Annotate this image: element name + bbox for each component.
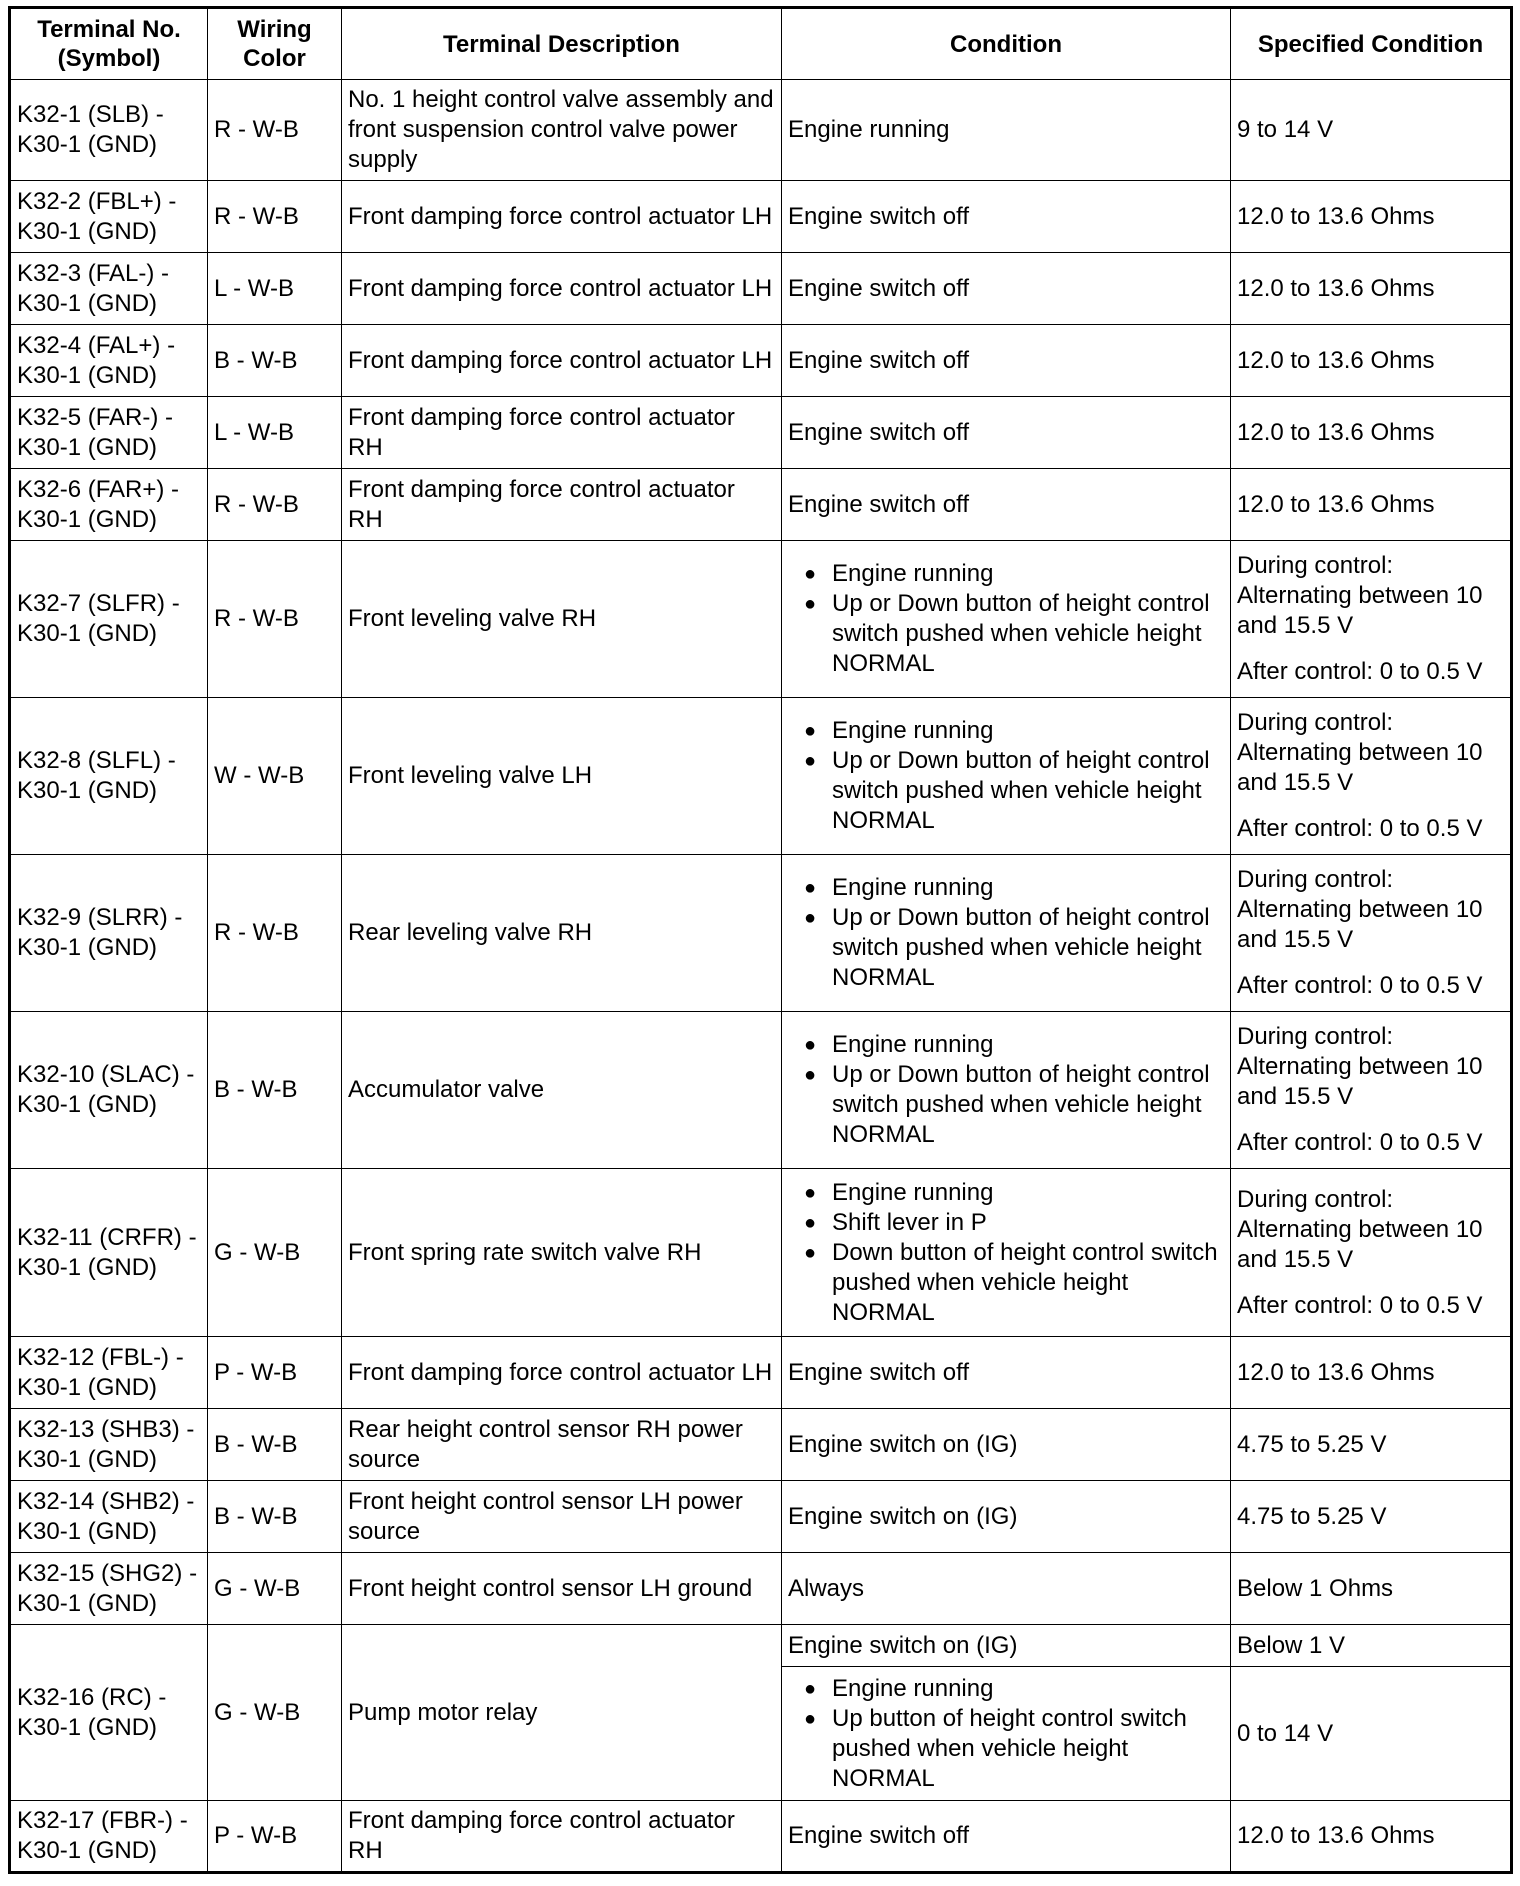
spec-spacer (1237, 798, 1504, 814)
terminal-cell: K32-14 (SHB2) - K30-1 (GND) (10, 1481, 208, 1553)
specified-condition-cell: 4.75 to 5.25 V (1231, 1409, 1512, 1481)
specified-condition-cell: 12.0 to 13.6 Ohms (1231, 253, 1512, 325)
condition-bullet-item: ● Engine running (788, 716, 1224, 746)
header-terminal: Terminal No. (Symbol) (10, 8, 208, 80)
wiring-color-cell: R - W-B (208, 80, 342, 181)
condition-cell (782, 855, 1231, 1012)
table-row (10, 253, 1512, 325)
spec-spacer (1237, 1112, 1504, 1128)
condition-cell: Engine switch on (IG) (782, 1409, 1231, 1481)
specified-during-control: During control: Alternating between 10 and 15.5 V (1237, 552, 1483, 639)
table-row (10, 397, 1512, 469)
condition-bullet-item: ● Engine running (788, 1674, 1224, 1704)
spec-spacer (1237, 1275, 1504, 1291)
condition-cell: Engine switch off (782, 181, 1231, 253)
table-row (10, 325, 1512, 397)
condition-cell: Engine switch off (782, 325, 1231, 397)
wiring-color-cell: R - W-B (208, 181, 342, 253)
terminal-description-cell: Front damping force control actuator RH (342, 1801, 782, 1873)
table-row (10, 1169, 1512, 1337)
terminal-description-cell: Front leveling valve RH (342, 541, 782, 698)
wiring-color-cell: B - W-B (208, 1481, 342, 1553)
wiring-color-cell: G - W-B (208, 1169, 342, 1337)
terminal-description-cell: No. 1 height control valve assembly and front suspension control valve power supply (342, 80, 782, 181)
spec-spacer (1237, 641, 1504, 657)
terminal-description-cell: Front leveling valve LH (342, 698, 782, 855)
wiring-color-cell: L - W-B (208, 397, 342, 469)
table-body (10, 80, 1512, 1873)
terminal-description-cell: Rear height control sensor RH power source (342, 1409, 782, 1481)
condition-cell (782, 698, 1231, 855)
terminal-cell: K32-15 (SHG2) - K30-1 (GND) (10, 1553, 208, 1625)
terminal-inspection-table (8, 6, 1513, 1874)
specified-condition-cell: Below 1 V (1231, 1625, 1512, 1667)
condition-bullet-item: ● Shift lever in P (788, 1208, 1224, 1238)
specified-condition-cell: Below 1 Ohms (1231, 1553, 1512, 1625)
table-row (10, 1337, 1512, 1409)
specified-after-control: After control: 0 to 0.5 V (1237, 1129, 1483, 1156)
wiring-color-cell: B - W-B (208, 1012, 342, 1169)
specified-during-control: During control: Alternating between 10 and 15.5 V (1237, 1185, 1483, 1273)
condition-bullet-list (788, 559, 1224, 679)
terminal-cell: K32-12 (FBL-) - K30-1 (GND) (10, 1337, 208, 1409)
terminal-cell: K32-11 (CRFR) - K30-1 (GND) (10, 1169, 208, 1337)
table-row (10, 1481, 1512, 1553)
condition-bullet-list (788, 716, 1224, 836)
header-wiring-color: Wiring Color (208, 8, 342, 80)
specified-condition-cell: 12.0 to 13.6 Ohms (1231, 469, 1512, 541)
terminal-description-cell: Front damping force control actuator RH (342, 469, 782, 541)
condition-bullet-list (788, 1030, 1224, 1150)
specified-during-control: During control: Alternating between 10 and 15.5 V (1237, 709, 1483, 796)
condition-bullet-list (788, 1178, 1224, 1328)
terminal-description-cell: Front damping force control actuator LH (342, 181, 782, 253)
terminal-cell: K32-17 (FBR-) - K30-1 (GND) (10, 1801, 208, 1873)
table-row (10, 1553, 1512, 1625)
header-specified-condition: Specified Condition (1231, 8, 1512, 80)
terminal-description-cell: Pump motor relay (342, 1625, 782, 1801)
condition-cell: Engine switch on (IG) (782, 1481, 1231, 1553)
wiring-color-cell: G - W-B (208, 1625, 342, 1801)
specified-condition-cell: 9 to 14 V (1231, 80, 1512, 181)
terminal-description-cell: Front height control sensor LH power source (342, 1481, 782, 1553)
condition-cell: Engine running (782, 80, 1231, 181)
condition-cell (782, 1667, 1231, 1801)
terminal-description-cell: Front damping force control actuator RH (342, 397, 782, 469)
condition-cell: Engine switch off (782, 1801, 1231, 1873)
terminal-description-cell: Front damping force control actuator LH (342, 1337, 782, 1409)
table-row (10, 698, 1512, 855)
terminal-cell: K32-2 (FBL+) - K30-1 (GND) (10, 181, 208, 253)
specified-during-control: During control: Alternating between 10 and 15.5 V (1237, 866, 1483, 953)
specified-condition-cell: 12.0 to 13.6 Ohms (1231, 1337, 1512, 1409)
specified-condition-cell (1231, 855, 1512, 1012)
terminal-description-cell: Front damping force control actuator LH (342, 253, 782, 325)
table-row (10, 855, 1512, 1012)
condition-bullet-item: ● Engine running (788, 559, 1224, 589)
wiring-color-cell: L - W-B (208, 253, 342, 325)
condition-bullet-item: ● Up or Down button of height control switch pushed when vehicle height NORMAL (788, 1060, 1224, 1150)
terminal-description-cell: Front damping force control actuator LH (342, 325, 782, 397)
document (8, 6, 1510, 1874)
specified-after-control: After control: 0 to 0.5 V (1237, 1291, 1483, 1319)
terminal-cell: K32-6 (FAR+) - K30-1 (GND) (10, 469, 208, 541)
condition-cell (782, 1169, 1231, 1337)
terminal-cell: K32-9 (SLRR) - K30-1 (GND) (10, 855, 208, 1012)
terminal-cell: K32-7 (SLFR) - K30-1 (GND) (10, 541, 208, 698)
condition-bullet-item: ● Engine running (788, 1030, 1224, 1060)
table-row (10, 1625, 1512, 1667)
terminal-cell: K32-16 (RC) - K30-1 (GND) (10, 1625, 208, 1801)
condition-cell: Engine switch off (782, 469, 1231, 541)
specified-condition-cell (1231, 541, 1512, 698)
table-header-row (10, 8, 1512, 80)
specified-condition-cell: 12.0 to 13.6 Ohms (1231, 397, 1512, 469)
condition-bullet-list (788, 873, 1224, 993)
specified-condition-cell (1231, 1012, 1512, 1169)
condition-bullet-list (788, 1674, 1224, 1794)
specified-after-control: After control: 0 to 0.5 V (1237, 815, 1483, 842)
terminal-description-cell: Front height control sensor LH ground (342, 1553, 782, 1625)
wiring-color-cell: B - W-B (208, 1409, 342, 1481)
wiring-color-cell: P - W-B (208, 1801, 342, 1873)
terminal-cell: K32-5 (FAR-) - K30-1 (GND) (10, 397, 208, 469)
condition-cell: Engine switch off (782, 253, 1231, 325)
table-row (10, 469, 1512, 541)
condition-bullet-item: ● Up or Down button of height control switch pushed when vehicle height NORMAL (788, 903, 1224, 993)
wiring-color-cell: P - W-B (208, 1337, 342, 1409)
terminal-cell: K32-13 (SHB3) - K30-1 (GND) (10, 1409, 208, 1481)
header-condition: Condition (782, 8, 1231, 80)
terminal-cell: K32-10 (SLAC) - K30-1 (GND) (10, 1012, 208, 1169)
wiring-color-cell: R - W-B (208, 855, 342, 1012)
terminal-description-cell: Front spring rate switch valve RH (342, 1169, 782, 1337)
specified-condition-cell: 12.0 to 13.6 Ohms (1231, 325, 1512, 397)
table-row (10, 1409, 1512, 1481)
terminal-cell: K32-4 (FAL+) - K30-1 (GND) (10, 325, 208, 397)
condition-bullet-item: ● Up or Down button of height control switch pushed when vehicle height NORMAL (788, 589, 1224, 679)
terminal-description-cell: Rear leveling valve RH (342, 855, 782, 1012)
terminal-description-cell: Accumulator valve (342, 1012, 782, 1169)
specified-condition-cell: 12.0 to 13.6 Ohms (1231, 1801, 1512, 1873)
specified-condition-cell (1231, 1169, 1512, 1337)
wiring-color-cell: B - W-B (208, 325, 342, 397)
condition-bullet-item: ● Down button of height control switch pushed when vehicle height NORMAL (788, 1238, 1224, 1328)
specified-condition-cell: 12.0 to 13.6 Ohms (1231, 181, 1512, 253)
condition-bullet-item: ● Up or Down button of height control switch pushed when vehicle height NORMAL (788, 746, 1224, 836)
table-row (10, 1012, 1512, 1169)
specified-condition-cell: 4.75 to 5.25 V (1231, 1481, 1512, 1553)
specified-during-control: During control: Alternating between 10 and 15.5 V (1237, 1023, 1483, 1110)
condition-cell: Engine switch off (782, 397, 1231, 469)
condition-bullet-item: ● Up button of height control switch pushed when vehicle height NORMAL (788, 1704, 1224, 1794)
condition-bullet-item: ● Engine running (788, 1178, 1224, 1208)
wiring-color-cell: G - W-B (208, 1553, 342, 1625)
wiring-color-cell: W - W-B (208, 698, 342, 855)
condition-cell: Engine switch off (782, 1337, 1231, 1409)
table-row (10, 541, 1512, 698)
specified-condition-cell (1231, 698, 1512, 855)
terminal-cell: K32-8 (SLFL) - K30-1 (GND) (10, 698, 208, 855)
table-row (10, 181, 1512, 253)
specified-condition-cell: 0 to 14 V (1231, 1667, 1512, 1801)
specified-after-control: After control: 0 to 0.5 V (1237, 658, 1483, 685)
condition-bullet-item: ● Engine running (788, 873, 1224, 903)
condition-cell (782, 541, 1231, 698)
table-row (10, 1801, 1512, 1873)
terminal-cell: K32-3 (FAL-) - K30-1 (GND) (10, 253, 208, 325)
specified-after-control: After control: 0 to 0.5 V (1237, 972, 1483, 999)
header-terminal-description: Terminal Description (342, 8, 782, 80)
condition-cell: Engine switch on (IG) (782, 1625, 1231, 1667)
table-row (10, 80, 1512, 181)
condition-cell (782, 1012, 1231, 1169)
condition-cell: Always (782, 1553, 1231, 1625)
wiring-color-cell: R - W-B (208, 541, 342, 698)
wiring-color-cell: R - W-B (208, 469, 342, 541)
terminal-cell: K32-1 (SLB) - K30-1 (GND) (10, 80, 208, 181)
spec-spacer (1237, 955, 1504, 971)
